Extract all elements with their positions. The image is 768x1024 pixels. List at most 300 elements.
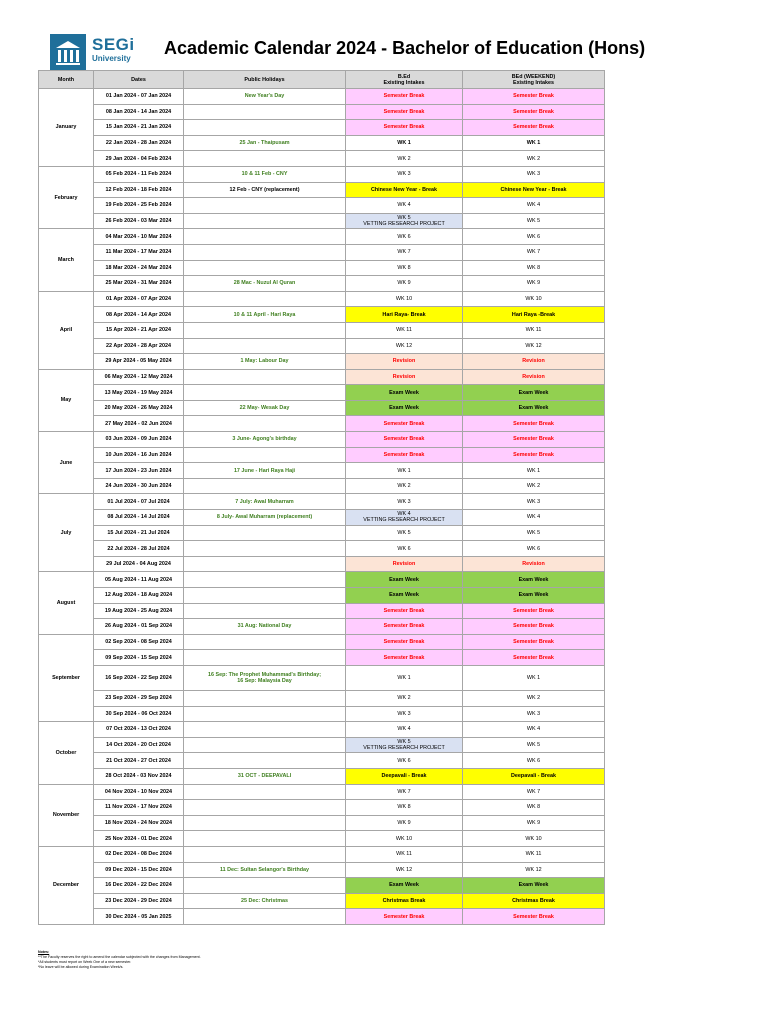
holiday-text: 25 Jan - Thaipusam xyxy=(239,140,290,147)
bed-status-cell xyxy=(346,291,463,307)
bed-weekend-status-cell: Revision xyxy=(463,354,605,370)
bed-weekend-status-cell: WK 5 xyxy=(463,213,605,229)
date-range-cell: 05 Aug 2024 - 11 Aug 2024 xyxy=(94,572,184,588)
bed-weekend-status-cell: Semester Break xyxy=(463,120,605,136)
bed-status-cell xyxy=(346,588,463,604)
date-range-cell: 28 Oct 2024 - 03 Nov 2024 xyxy=(94,768,184,784)
bed-status-text: WK 12 xyxy=(395,342,413,349)
month-cell: October xyxy=(39,722,94,784)
public-holiday-cell xyxy=(184,862,346,878)
bed-status-text: Semester Break xyxy=(383,436,425,443)
table-row xyxy=(39,800,605,816)
public-holiday-cell xyxy=(184,737,346,753)
bed-status-cell xyxy=(346,229,463,245)
bed-status-text: Semester Break xyxy=(383,93,425,100)
vetting-research-project-text: VETTING RESEARCH PROJECT xyxy=(363,517,445,524)
bed-status-cell xyxy=(346,541,463,557)
table-row xyxy=(39,862,605,878)
public-holiday-cell xyxy=(184,878,346,894)
date-range-cell: 01 Apr 2024 - 07 Apr 2024 xyxy=(94,291,184,307)
header-month: Month xyxy=(39,71,94,89)
table-row xyxy=(39,354,605,370)
date-range-cell: 19 Feb 2024 - 25 Feb 2024 xyxy=(94,198,184,214)
holiday-text: 7 July: Awal Muharram xyxy=(235,498,294,505)
public-holiday-cell xyxy=(184,182,346,198)
bed-weekend-status-cell: WK 7 xyxy=(463,244,605,260)
bed-status-cell xyxy=(346,784,463,800)
date-range-cell: 12 Aug 2024 - 18 Aug 2024 xyxy=(94,588,184,604)
bed-weekend-status-cell: Semester Break xyxy=(463,416,605,432)
bed-status-text: WK 7 xyxy=(397,788,411,795)
bed-status-text: Exam Week xyxy=(389,592,419,599)
public-holiday-cell xyxy=(184,525,346,541)
public-holiday-cell xyxy=(184,151,346,167)
bed-weekend-status-cell: WK 3 xyxy=(463,494,605,510)
header-bed-line2: Existing Intakes xyxy=(383,79,425,86)
bed-weekend-status-cell: Revision xyxy=(463,556,605,572)
bed-status-text: Exam Week xyxy=(389,576,419,583)
public-holiday-cell xyxy=(184,665,346,690)
date-range-cell: 30 Dec 2024 - 05 Jan 2025 xyxy=(94,909,184,925)
bed-status-cell xyxy=(346,151,463,167)
date-range-cell: 30 Sep 2024 - 06 Oct 2024 xyxy=(94,706,184,722)
bed-status-text: WK 2 xyxy=(397,155,411,162)
date-range-cell: 29 Apr 2024 - 05 May 2024 xyxy=(94,354,184,370)
bed-weekend-status-cell: Semester Break xyxy=(463,650,605,666)
table-row xyxy=(39,893,605,909)
note-line: *All students must report on Week One of a new semester. xyxy=(38,960,132,964)
bed-status-cell xyxy=(346,737,463,753)
table-row xyxy=(39,909,605,925)
holiday-text: 16 Sep: Malaysia Day xyxy=(237,677,292,684)
bed-status-cell xyxy=(346,166,463,182)
month-cell: January xyxy=(39,89,94,167)
public-holiday-cell xyxy=(184,369,346,385)
bed-status-text: WK 5 xyxy=(397,215,411,222)
bed-weekend-status-cell: WK 4 xyxy=(463,198,605,214)
table-row xyxy=(39,416,605,432)
table-row xyxy=(39,650,605,666)
table-row xyxy=(39,878,605,894)
header-bedw-line2: Existing Intakes xyxy=(512,79,555,86)
bed-weekend-status-cell: WK 8 xyxy=(463,260,605,276)
table-row xyxy=(39,229,605,245)
bed-status-text: WK 9 xyxy=(397,280,411,287)
public-holiday-cell xyxy=(184,909,346,925)
holiday-text: 17 June - Hari Raya Haji xyxy=(233,467,296,474)
bed-weekend-status-cell: Exam Week xyxy=(463,878,605,894)
table-row xyxy=(39,510,605,526)
date-range-cell: 26 Aug 2024 - 01 Sep 2024 xyxy=(94,619,184,635)
bed-weekend-status-cell: Exam Week xyxy=(463,400,605,416)
bed-status-text: WK 10 xyxy=(395,835,413,842)
bed-weekend-status-cell: Hari Raya -Break xyxy=(463,307,605,323)
date-range-cell: 15 Apr 2024 - 21 Apr 2024 xyxy=(94,322,184,338)
bed-status-text: Revision xyxy=(392,358,416,365)
bed-weekend-status-cell: Exam Week xyxy=(463,588,605,604)
table-row xyxy=(39,525,605,541)
note-line: *No leave will be allowed during Examination Week/s. xyxy=(38,965,124,969)
bed-status-cell xyxy=(346,650,463,666)
bed-weekend-status-cell: WK 3 xyxy=(463,706,605,722)
public-holiday-cell xyxy=(184,706,346,722)
date-range-cell: 08 Jan 2024 - 14 Jan 2024 xyxy=(94,104,184,120)
bed-weekend-status-cell: Semester Break xyxy=(463,619,605,635)
bed-status-cell xyxy=(346,104,463,120)
public-holiday-cell xyxy=(184,229,346,245)
date-range-cell: 06 May 2024 - 12 May 2024 xyxy=(94,369,184,385)
table-header-row xyxy=(39,71,605,89)
table-row xyxy=(39,322,605,338)
public-holiday-cell xyxy=(184,478,346,494)
bed-status-cell xyxy=(346,354,463,370)
public-holiday-cell xyxy=(184,166,346,182)
date-range-cell: 13 May 2024 - 19 May 2024 xyxy=(94,385,184,401)
bed-status-cell xyxy=(346,478,463,494)
bed-weekend-status-cell: Semester Break xyxy=(463,432,605,448)
bed-status-cell xyxy=(346,385,463,401)
public-holiday-cell xyxy=(184,260,346,276)
bed-status-cell xyxy=(346,768,463,784)
bed-status-text: WK 4 xyxy=(397,511,411,518)
bed-status-text: Revision xyxy=(392,373,416,380)
bed-status-cell xyxy=(346,510,463,526)
date-range-cell: 16 Sep 2024 - 22 Sep 2024 xyxy=(94,665,184,690)
public-holiday-cell xyxy=(184,447,346,463)
bed-status-cell xyxy=(346,182,463,198)
notes xyxy=(38,950,338,970)
header-dates: Dates xyxy=(94,71,184,89)
public-holiday-cell xyxy=(184,556,346,572)
table-row xyxy=(39,753,605,769)
date-range-cell: 03 Jun 2024 - 09 Jun 2024 xyxy=(94,432,184,448)
table-row xyxy=(39,182,605,198)
segi-logo xyxy=(50,34,160,70)
header-bed xyxy=(346,71,463,89)
date-range-cell: 09 Sep 2024 - 15 Sep 2024 xyxy=(94,650,184,666)
bed-weekend-status-cell: WK 7 xyxy=(463,784,605,800)
month-cell: May xyxy=(39,369,94,431)
date-range-cell: 07 Oct 2024 - 13 Oct 2024 xyxy=(94,722,184,738)
public-holiday-cell xyxy=(184,120,346,136)
table-row xyxy=(39,307,605,323)
table-row xyxy=(39,665,605,690)
table-row xyxy=(39,104,605,120)
bed-status-cell xyxy=(346,665,463,690)
bed-weekend-status-cell: WK 9 xyxy=(463,276,605,292)
bed-status-text: WK 2 xyxy=(397,695,411,702)
date-range-cell: 18 Nov 2024 - 24 Nov 2024 xyxy=(94,815,184,831)
public-holiday-cell xyxy=(184,690,346,706)
table-row xyxy=(39,831,605,847)
table-row xyxy=(39,276,605,292)
month-cell: July xyxy=(39,494,94,572)
notes-heading: Notes: xyxy=(38,950,50,954)
table-row xyxy=(39,603,605,619)
holiday-text: 11 Dec: Sultan Selangor's Birthday xyxy=(219,866,310,873)
bed-weekend-status-cell: WK 11 xyxy=(463,846,605,862)
table-row xyxy=(39,166,605,182)
public-holiday-cell xyxy=(184,800,346,816)
bed-status-cell xyxy=(346,244,463,260)
bed-status-text: Semester Break xyxy=(383,108,425,115)
bed-status-text: WK 12 xyxy=(395,866,413,873)
date-range-cell: 16 Dec 2024 - 22 Dec 2024 xyxy=(94,878,184,894)
table-row xyxy=(39,400,605,416)
bed-status-text: WK 5 xyxy=(397,529,411,536)
public-holiday-cell xyxy=(184,322,346,338)
bed-weekend-status-cell: Chinese New Year - Break xyxy=(463,182,605,198)
date-range-cell: 04 Mar 2024 - 10 Mar 2024 xyxy=(94,229,184,245)
date-range-cell: 02 Sep 2024 - 08 Sep 2024 xyxy=(94,634,184,650)
date-range-cell: 17 Jun 2024 - 23 Jun 2024 xyxy=(94,463,184,479)
academic-calendar-table xyxy=(38,70,605,925)
date-range-cell: 29 Jan 2024 - 04 Feb 2024 xyxy=(94,151,184,167)
date-range-cell: 29 Jul 2024 - 04 Aug 2024 xyxy=(94,556,184,572)
bed-status-cell xyxy=(346,831,463,847)
public-holiday-cell xyxy=(184,104,346,120)
header-bed-weekend xyxy=(463,71,605,89)
holiday-text: 8 July- Awal Muharram (replacement) xyxy=(216,514,313,521)
bed-weekend-status-cell: Revision xyxy=(463,369,605,385)
bed-weekend-status-cell: WK 1 xyxy=(463,135,605,151)
bed-status-cell xyxy=(346,276,463,292)
bed-status-text: WK 11 xyxy=(396,851,412,858)
table-row xyxy=(39,89,605,105)
bed-status-text: Semester Break xyxy=(383,639,425,646)
bed-weekend-status-cell: WK 10 xyxy=(463,291,605,307)
bed-status-text: WK 3 xyxy=(397,710,411,717)
public-holiday-cell xyxy=(184,416,346,432)
bed-status-cell xyxy=(346,307,463,323)
bed-weekend-status-cell: WK 12 xyxy=(463,862,605,878)
bed-status-text: Exam Week xyxy=(389,389,419,396)
bed-status-cell xyxy=(346,400,463,416)
holiday-text: 25 Dec: Christmas xyxy=(240,897,289,904)
public-holiday-cell xyxy=(184,385,346,401)
date-range-cell: 09 Dec 2024 - 15 Dec 2024 xyxy=(94,862,184,878)
bed-weekend-status-cell: WK 10 xyxy=(463,831,605,847)
table-row xyxy=(39,768,605,784)
public-holiday-cell xyxy=(184,291,346,307)
date-range-cell: 23 Dec 2024 - 29 Dec 2024 xyxy=(94,893,184,909)
table-row xyxy=(39,369,605,385)
bed-status-text: Hari Raya- Break xyxy=(382,311,426,318)
date-range-cell: 11 Mar 2024 - 17 Mar 2024 xyxy=(94,244,184,260)
header-bedw-line1: BEd (WEEKEND) xyxy=(511,73,556,80)
table-row xyxy=(39,198,605,214)
bed-weekend-status-cell: WK 2 xyxy=(463,151,605,167)
date-range-cell: 15 Jul 2024 - 21 Jul 2024 xyxy=(94,525,184,541)
bed-status-cell xyxy=(346,260,463,276)
table-row xyxy=(39,385,605,401)
bed-status-cell xyxy=(346,89,463,105)
date-range-cell: 01 Jan 2024 - 07 Jan 2024 xyxy=(94,89,184,105)
bed-weekend-status-cell: WK 4 xyxy=(463,510,605,526)
public-holiday-cell xyxy=(184,213,346,229)
holiday-text: 28 Mac - Nuzul Al Quran xyxy=(233,280,296,287)
date-range-cell: 19 Aug 2024 - 25 Aug 2024 xyxy=(94,603,184,619)
bed-status-cell xyxy=(346,603,463,619)
table-row xyxy=(39,120,605,136)
month-cell: April xyxy=(39,291,94,369)
table-row xyxy=(39,541,605,557)
date-range-cell: 25 Nov 2024 - 01 Dec 2024 xyxy=(94,831,184,847)
public-holiday-cell xyxy=(184,768,346,784)
bed-status-cell xyxy=(346,556,463,572)
public-holiday-cell xyxy=(184,831,346,847)
bed-status-cell xyxy=(346,120,463,136)
page-title: Academic Calendar 2024 - Bachelor of Education (Hons) xyxy=(164,38,646,58)
bed-status-text: Semester Break xyxy=(383,124,425,131)
date-range-cell: 22 Jul 2024 - 28 Jul 2024 xyxy=(94,541,184,557)
date-range-cell: 22 Apr 2024 - 28 Apr 2024 xyxy=(94,338,184,354)
month-cell: June xyxy=(39,432,94,494)
table-row xyxy=(39,572,605,588)
bed-status-text: WK 2 xyxy=(397,483,411,490)
bed-status-cell xyxy=(346,572,463,588)
public-holiday-cell xyxy=(184,244,346,260)
table-row xyxy=(39,213,605,229)
date-range-cell: 20 May 2024 - 26 May 2024 xyxy=(94,400,184,416)
public-holiday-cell xyxy=(184,619,346,635)
public-holiday-cell xyxy=(184,89,346,105)
bed-status-text: WK 3 xyxy=(397,171,411,178)
public-holiday-cell xyxy=(184,893,346,909)
bed-weekend-status-cell: WK 6 xyxy=(463,541,605,557)
header-bed-line1: B.Ed xyxy=(397,73,411,80)
bed-weekend-status-cell: Semester Break xyxy=(463,634,605,650)
bed-weekend-status-cell: WK 8 xyxy=(463,800,605,816)
bed-weekend-status-cell: WK 11 xyxy=(463,322,605,338)
bed-status-text: WK 1 xyxy=(397,467,411,474)
vetting-research-project-text: VETTING RESEARCH PROJECT xyxy=(363,221,445,228)
bed-status-text: WK 4 xyxy=(397,202,411,209)
bed-status-text: WK 8 xyxy=(397,264,411,271)
bed-weekend-status-cell: WK 2 xyxy=(463,690,605,706)
date-range-cell: 11 Nov 2024 - 17 Nov 2024 xyxy=(94,800,184,816)
bed-weekend-status-cell: WK 9 xyxy=(463,815,605,831)
date-range-cell: 26 Feb 2024 - 03 Mar 2024 xyxy=(94,213,184,229)
holiday-text: New Year's Day xyxy=(244,93,285,100)
month-cell: March xyxy=(39,229,94,291)
bed-status-text: WK 6 xyxy=(397,233,411,240)
public-holiday-cell xyxy=(184,846,346,862)
public-holiday-cell xyxy=(184,307,346,323)
table-row xyxy=(39,463,605,479)
bed-status-cell xyxy=(346,846,463,862)
bed-status-cell xyxy=(346,690,463,706)
bed-status-cell xyxy=(346,198,463,214)
table-row xyxy=(39,784,605,800)
bed-status-text: WK 6 xyxy=(397,757,411,764)
bed-status-cell xyxy=(346,432,463,448)
bed-status-cell xyxy=(346,634,463,650)
table-row xyxy=(39,244,605,260)
table-row xyxy=(39,690,605,706)
public-holiday-cell xyxy=(184,510,346,526)
bed-status-text: Semester Break xyxy=(383,420,425,427)
public-holiday-cell xyxy=(184,198,346,214)
bed-weekend-status-cell: WK 4 xyxy=(463,722,605,738)
bed-weekend-status-cell: WK 1 xyxy=(463,665,605,690)
table-row xyxy=(39,260,605,276)
bed-weekend-status-cell: WK 1 xyxy=(463,463,605,479)
table-row xyxy=(39,432,605,448)
public-holiday-cell xyxy=(184,588,346,604)
bed-status-text: WK 6 xyxy=(397,545,411,552)
holiday-text: 16 Sep: The Prophet Muhammad's Birthday; xyxy=(207,671,321,678)
bed-status-cell xyxy=(346,619,463,635)
bed-status-text: Revision xyxy=(392,561,416,568)
holiday-text: 10 & 11 April - Hari Raya xyxy=(233,311,296,318)
bed-status-cell xyxy=(346,753,463,769)
bed-status-text: Semester Break xyxy=(383,607,425,614)
bed-status-cell xyxy=(346,893,463,909)
bed-weekend-status-cell: Christmas Break xyxy=(463,893,605,909)
bed-status-text: WK 11 xyxy=(396,327,412,334)
bed-weekend-status-cell: WK 12 xyxy=(463,338,605,354)
bed-status-text: Semester Break xyxy=(383,451,425,458)
table-row xyxy=(39,478,605,494)
university-crest-icon xyxy=(50,34,86,70)
bed-weekend-status-cell: Semester Break xyxy=(463,909,605,925)
bed-status-cell xyxy=(346,878,463,894)
bed-status-cell xyxy=(346,722,463,738)
bed-status-cell xyxy=(346,463,463,479)
bed-weekend-status-cell: Exam Week xyxy=(463,572,605,588)
bed-status-text: WK 10 xyxy=(395,296,413,303)
table-row xyxy=(39,556,605,572)
bed-status-cell xyxy=(346,447,463,463)
calendar-body xyxy=(39,89,605,925)
public-holiday-cell xyxy=(184,541,346,557)
bed-weekend-status-cell: Deepavali - Break xyxy=(463,768,605,784)
bed-status-text: Semester Break xyxy=(383,913,425,920)
holiday-text: 31 Aug: National Day xyxy=(237,623,292,630)
bed-status-cell xyxy=(346,862,463,878)
holiday-text: 3 June- Agong's birthday xyxy=(232,436,297,443)
bed-status-text: Deepavali - Break xyxy=(381,773,427,780)
public-holiday-cell xyxy=(184,784,346,800)
table-row xyxy=(39,494,605,510)
table-row xyxy=(39,447,605,463)
public-holiday-cell xyxy=(184,494,346,510)
table-row xyxy=(39,135,605,151)
header-public-holidays: Public Holidays xyxy=(184,71,346,89)
bed-status-cell xyxy=(346,416,463,432)
date-range-cell: 02 Dec 2024 - 08 Dec 2024 xyxy=(94,846,184,862)
date-range-cell: 01 Jul 2024 - 07 Jul 2024 xyxy=(94,494,184,510)
bed-status-cell xyxy=(346,815,463,831)
bed-status-text: WK 3 xyxy=(397,498,411,505)
public-holiday-cell xyxy=(184,432,346,448)
table-row xyxy=(39,588,605,604)
table-row xyxy=(39,737,605,753)
public-holiday-cell xyxy=(184,815,346,831)
date-range-cell: 22 Jan 2024 - 28 Jan 2024 xyxy=(94,135,184,151)
bed-weekend-status-cell: WK 6 xyxy=(463,753,605,769)
public-holiday-cell xyxy=(184,338,346,354)
table-row xyxy=(39,815,605,831)
public-holiday-cell xyxy=(184,354,346,370)
bed-status-text: Christmas Break xyxy=(382,897,426,904)
date-range-cell: 12 Feb 2024 - 18 Feb 2024 xyxy=(94,182,184,198)
bed-status-text: WK 8 xyxy=(397,804,411,811)
bed-status-cell xyxy=(346,369,463,385)
bed-status-text: WK 9 xyxy=(397,820,411,827)
bed-weekend-status-cell: WK 6 xyxy=(463,229,605,245)
